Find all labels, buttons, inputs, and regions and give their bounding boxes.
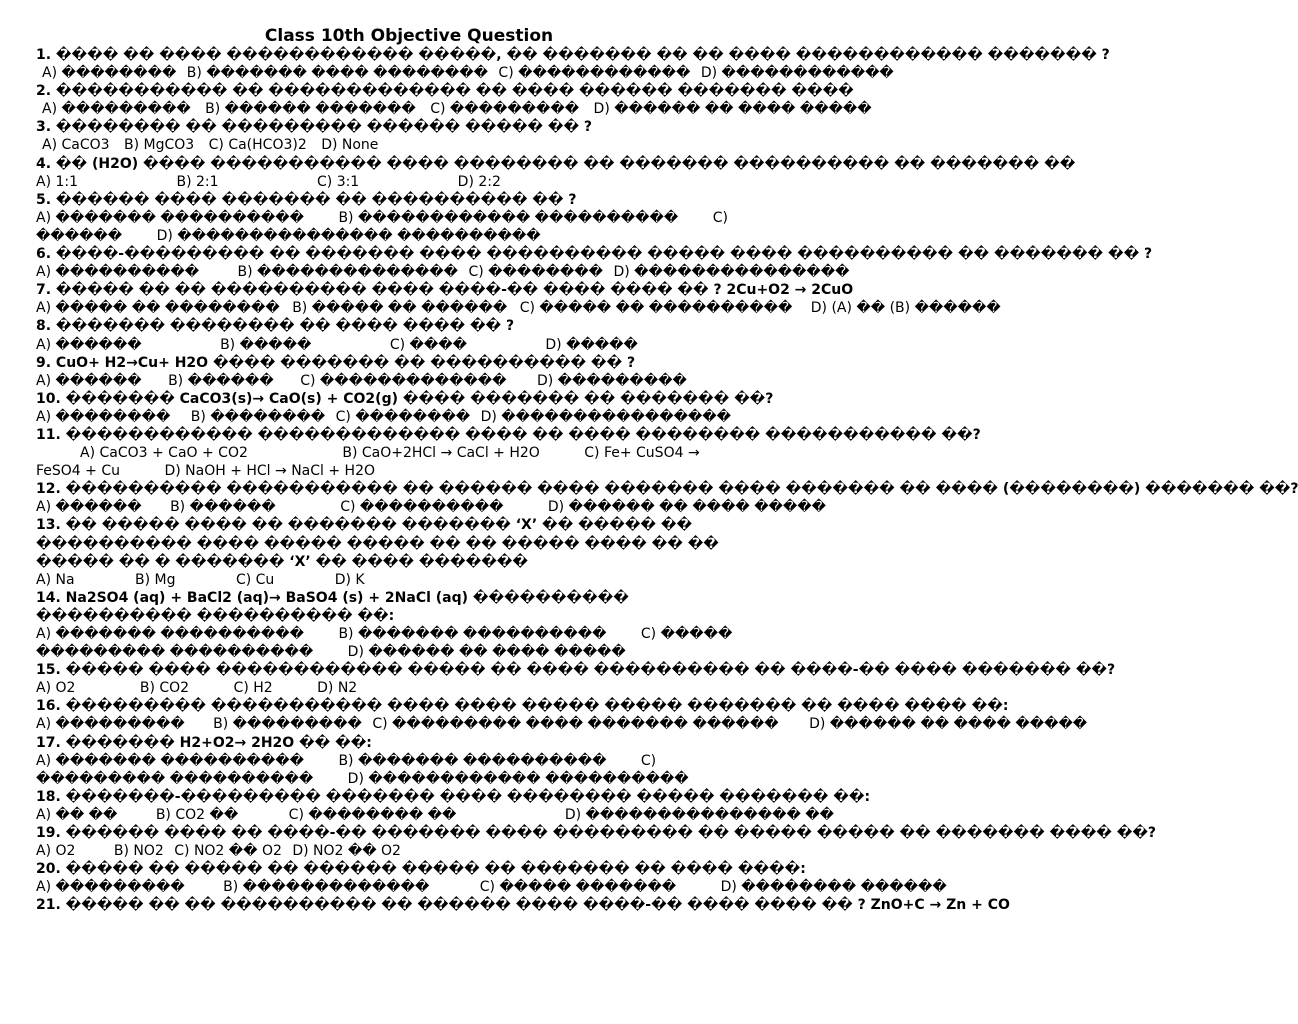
option-c: C) ������ — [36, 209, 728, 244]
option-c: C) NO2 �� O2 — [174, 843, 282, 860]
question-text: 21. ����� �� �� ���������� �� ������ ���� ����-�� ���� ���� �� ? ZnO+C → Zn + CO — [36, 897, 1010, 914]
question-text: 1. ���� �� ���� ������������ �����, �� ������� �� �� ���� ������������ ������� ? — [36, 47, 1110, 63]
question-text: 9. CuO+ H2→Cu+ H2O ���� ������� �� ���������� �� ? — [36, 354, 636, 371]
option-c: C) ������������ — [498, 65, 691, 82]
options-row — [36, 498, 826, 516]
question-text: 2. ����������� �� ������������� �� ���� ������ ������� ���� — [36, 83, 854, 100]
options-row — [36, 878, 947, 896]
option-c: C) Ca(HCO3)2 — [208, 137, 307, 154]
options-row — [36, 752, 742, 788]
option-a: A) CaCO3 — [42, 137, 110, 154]
question-text: 20. ����� �� ����� �� ������ ����� �� ������� �� ���� ����: — [36, 861, 806, 878]
document-page — [36, 26, 1298, 915]
options-row — [36, 372, 742, 390]
option-d: D) (A) �� (B) ������ — [810, 300, 1001, 317]
options-row — [36, 336, 742, 354]
option-d: D) ���������������� — [480, 408, 731, 425]
option-c: C) ��������� — [430, 101, 580, 118]
option-a: A) ������� ���������� — [36, 209, 304, 226]
question-text: 8. ������� �������� �� ���� ���� �� ? — [36, 318, 515, 335]
option-b: B) Mg — [135, 571, 176, 588]
option-b: B) �������������� — [237, 264, 458, 281]
option-a: A) Na — [36, 571, 75, 588]
options-row — [36, 100, 872, 118]
option-b: B) ������� ���� �������� — [186, 65, 488, 82]
option-b: B) �������� — [190, 408, 326, 425]
question-text: 7. ����� �� �� ���������� ���� ����-�� ���� ���� �� ? 2Cu+O2 → 2CuO — [36, 282, 854, 299]
option-d: D) NO2 �� O2 — [292, 843, 401, 860]
option-c: C) H2 — [233, 680, 273, 697]
options-row — [36, 571, 742, 589]
option-a: A) ������ — [36, 372, 142, 389]
option-d: D) ��������������� — [613, 264, 850, 281]
option-b: B) ����� �� ������ — [292, 300, 508, 317]
options-row — [36, 679, 742, 697]
option-a: A) ������� ���������� — [36, 752, 304, 769]
option-d: D) 2:2 — [457, 173, 501, 190]
option-d: D) �������� ������ — [720, 879, 947, 896]
question-text: 15. ����� ���� ������������ ����� �� ���� ���������� �� ����-�� ���� ������� ��? — [36, 662, 1116, 679]
option-b: B) CO2 — [139, 680, 190, 697]
option-a: A) �� �� — [36, 806, 118, 823]
option-a: A) ��������� — [42, 101, 191, 118]
option-b: B) ������������ ���������� — [338, 209, 679, 226]
option-b: B) ������� ���������� — [338, 626, 607, 642]
question-text: 12. ���������� ����������� �� ������ ���� ������� ���� ������� �� ���� (��������) ������� ��? — [36, 481, 1298, 498]
options-row — [36, 444, 742, 480]
option-b: B) ������� ���������� — [338, 752, 607, 769]
option-b: B) 2:1 — [176, 173, 219, 190]
question-text: 5. ������ ���� ������� �� ���������� �� ? — [36, 191, 577, 208]
option-a: A) CaCO3 + CaO + CO2 — [80, 445, 248, 462]
option-d: D) ������ �� ���� ����� — [347, 644, 626, 661]
option-a: A) ������ — [36, 499, 142, 516]
options-row — [36, 299, 1001, 317]
question-text: 19. ������ ���� �� ����-�� ������� ���� ��������� �� ����� ����� �� ������� ���� ��? — [36, 825, 1157, 842]
question-text: 14. Na2SO4 (aq) + BaCl2 (aq)→ BaSO4 (s) + 2NaCl (aq) ���������� ���������� ���������� ��: — [36, 589, 629, 624]
option-c: C) Fe+ CuSO4 → FeSO4 + Cu — [36, 445, 700, 480]
option-b: B) ������ — [170, 499, 276, 516]
question-text: 6. ����-��������� �� ������� ���� ���������� ����� ���� ���������� �� ������� �� ? — [36, 246, 1153, 263]
options-row — [36, 263, 850, 281]
option-a: A) ���������� — [36, 264, 200, 281]
question-text: 18. �������-��������� ������� ���� �������� ����� ������� ��: — [36, 788, 871, 805]
option-a: A) ��������� — [36, 716, 185, 733]
option-a: A) O2 — [36, 843, 76, 860]
option-d: D) ������ �� ���� ����� — [809, 716, 1088, 733]
option-c: C) �������� �� — [288, 806, 457, 823]
options-row — [36, 173, 742, 191]
question-text: 13. �� ����� ���� �� ������� ������� ‘X’ �� ����� �� ���������� ���� ����� ����� �� �� ����� ���� �� �� ����� �� � ������� ‘X’ �� ���� ������� — [36, 517, 719, 570]
option-b: B) ����� — [220, 336, 312, 353]
option-d: D) ����� — [545, 336, 638, 353]
option-c: C) ������������� — [300, 372, 507, 389]
question-text: 16. ��������� ����������� ���� ���� ����� ����� ������� �� ���� ���� ��: — [36, 698, 1009, 715]
option-b: B) CaO+2HCl → CaCl + H2O — [342, 445, 540, 462]
option-c: C) ���������� — [340, 499, 504, 516]
option-a: A) ������ — [36, 336, 142, 353]
options-row — [36, 64, 894, 82]
option-a: A) ����� �� �������� — [36, 300, 280, 317]
option-c: C) ����� ��������� ���������� — [36, 626, 733, 661]
options-row — [36, 209, 742, 245]
options-row — [36, 625, 742, 661]
question-text: 11. ������������ ������������� ���� �� ���� �������� ����������� ��? — [36, 426, 981, 443]
option-a: A) 1:1 — [36, 173, 79, 190]
option-d: D) ������������ — [700, 65, 894, 82]
option-a: A) O2 — [36, 680, 76, 697]
option-d: D) ������ �� ���� ����� — [547, 499, 826, 516]
option-d: D) ��������������� ���������� — [156, 227, 541, 244]
options-row — [36, 842, 742, 860]
option-c: C) �������� — [335, 408, 471, 425]
option-c: C) ��������� ���� ������� ������ — [372, 716, 779, 733]
option-b: B) NO2 — [113, 843, 164, 860]
options-row — [36, 715, 1088, 733]
option-d: D) N2 — [317, 680, 358, 697]
options-row — [36, 408, 742, 426]
option-a: A) �������� — [42, 65, 177, 82]
option-b: B) MgCO3 — [124, 137, 195, 154]
options-row — [36, 136, 742, 154]
option-c: C) ���� — [389, 336, 467, 353]
option-c: C) Cu — [235, 571, 275, 588]
option-c: C) ��������� ���������� — [36, 752, 657, 787]
question-text: 3. �������� �� ��������� ������ ����� �� ? — [36, 119, 593, 136]
page-title: Class 10th Objective Question — [264, 26, 554, 46]
option-c: C) ����� ������� — [479, 879, 677, 896]
option-b: B) ������������� — [223, 879, 430, 896]
option-b: B) CO2 �� — [155, 806, 239, 823]
option-b: B) ������ — [168, 372, 274, 389]
option-d: D) None — [321, 137, 379, 154]
option-c: C) 3:1 — [317, 173, 360, 190]
options-row — [36, 806, 835, 824]
option-a: A) �������� — [36, 408, 171, 425]
option-d: D) ��������������� �� — [564, 806, 835, 823]
question-text: 4. �� (H2O) ���� ����������� ���� �������� �� ������� ���������� �� ������� �� — [36, 155, 1076, 172]
option-c: C) ����� �� ���������� — [519, 300, 793, 317]
question-text: 10. ������� CaCO3(s)→ CaO(s) + CO2(g) ���� ������� �� ������� ��? — [36, 390, 774, 407]
option-b: B) ��������� — [213, 716, 362, 733]
option-d: D) K — [334, 571, 365, 588]
option-c: C) �������� — [468, 264, 603, 281]
option-a: A) ������� ���������� — [36, 626, 304, 642]
option-d: D) ������������ ���������� — [347, 770, 689, 787]
option-d: D) NaOH + HCl → NaCl + H2O — [164, 463, 375, 480]
option-d: D) ��������� — [536, 372, 687, 389]
option-a: A) ��������� — [36, 879, 185, 896]
option-b: B) ������ ������� — [205, 101, 416, 118]
question-text: 17. ������� H2+O2→ 2H2O �� ��: — [36, 734, 372, 751]
question-list — [36, 46, 1298, 915]
option-d: D) ������ �� ���� ����� — [593, 101, 872, 118]
